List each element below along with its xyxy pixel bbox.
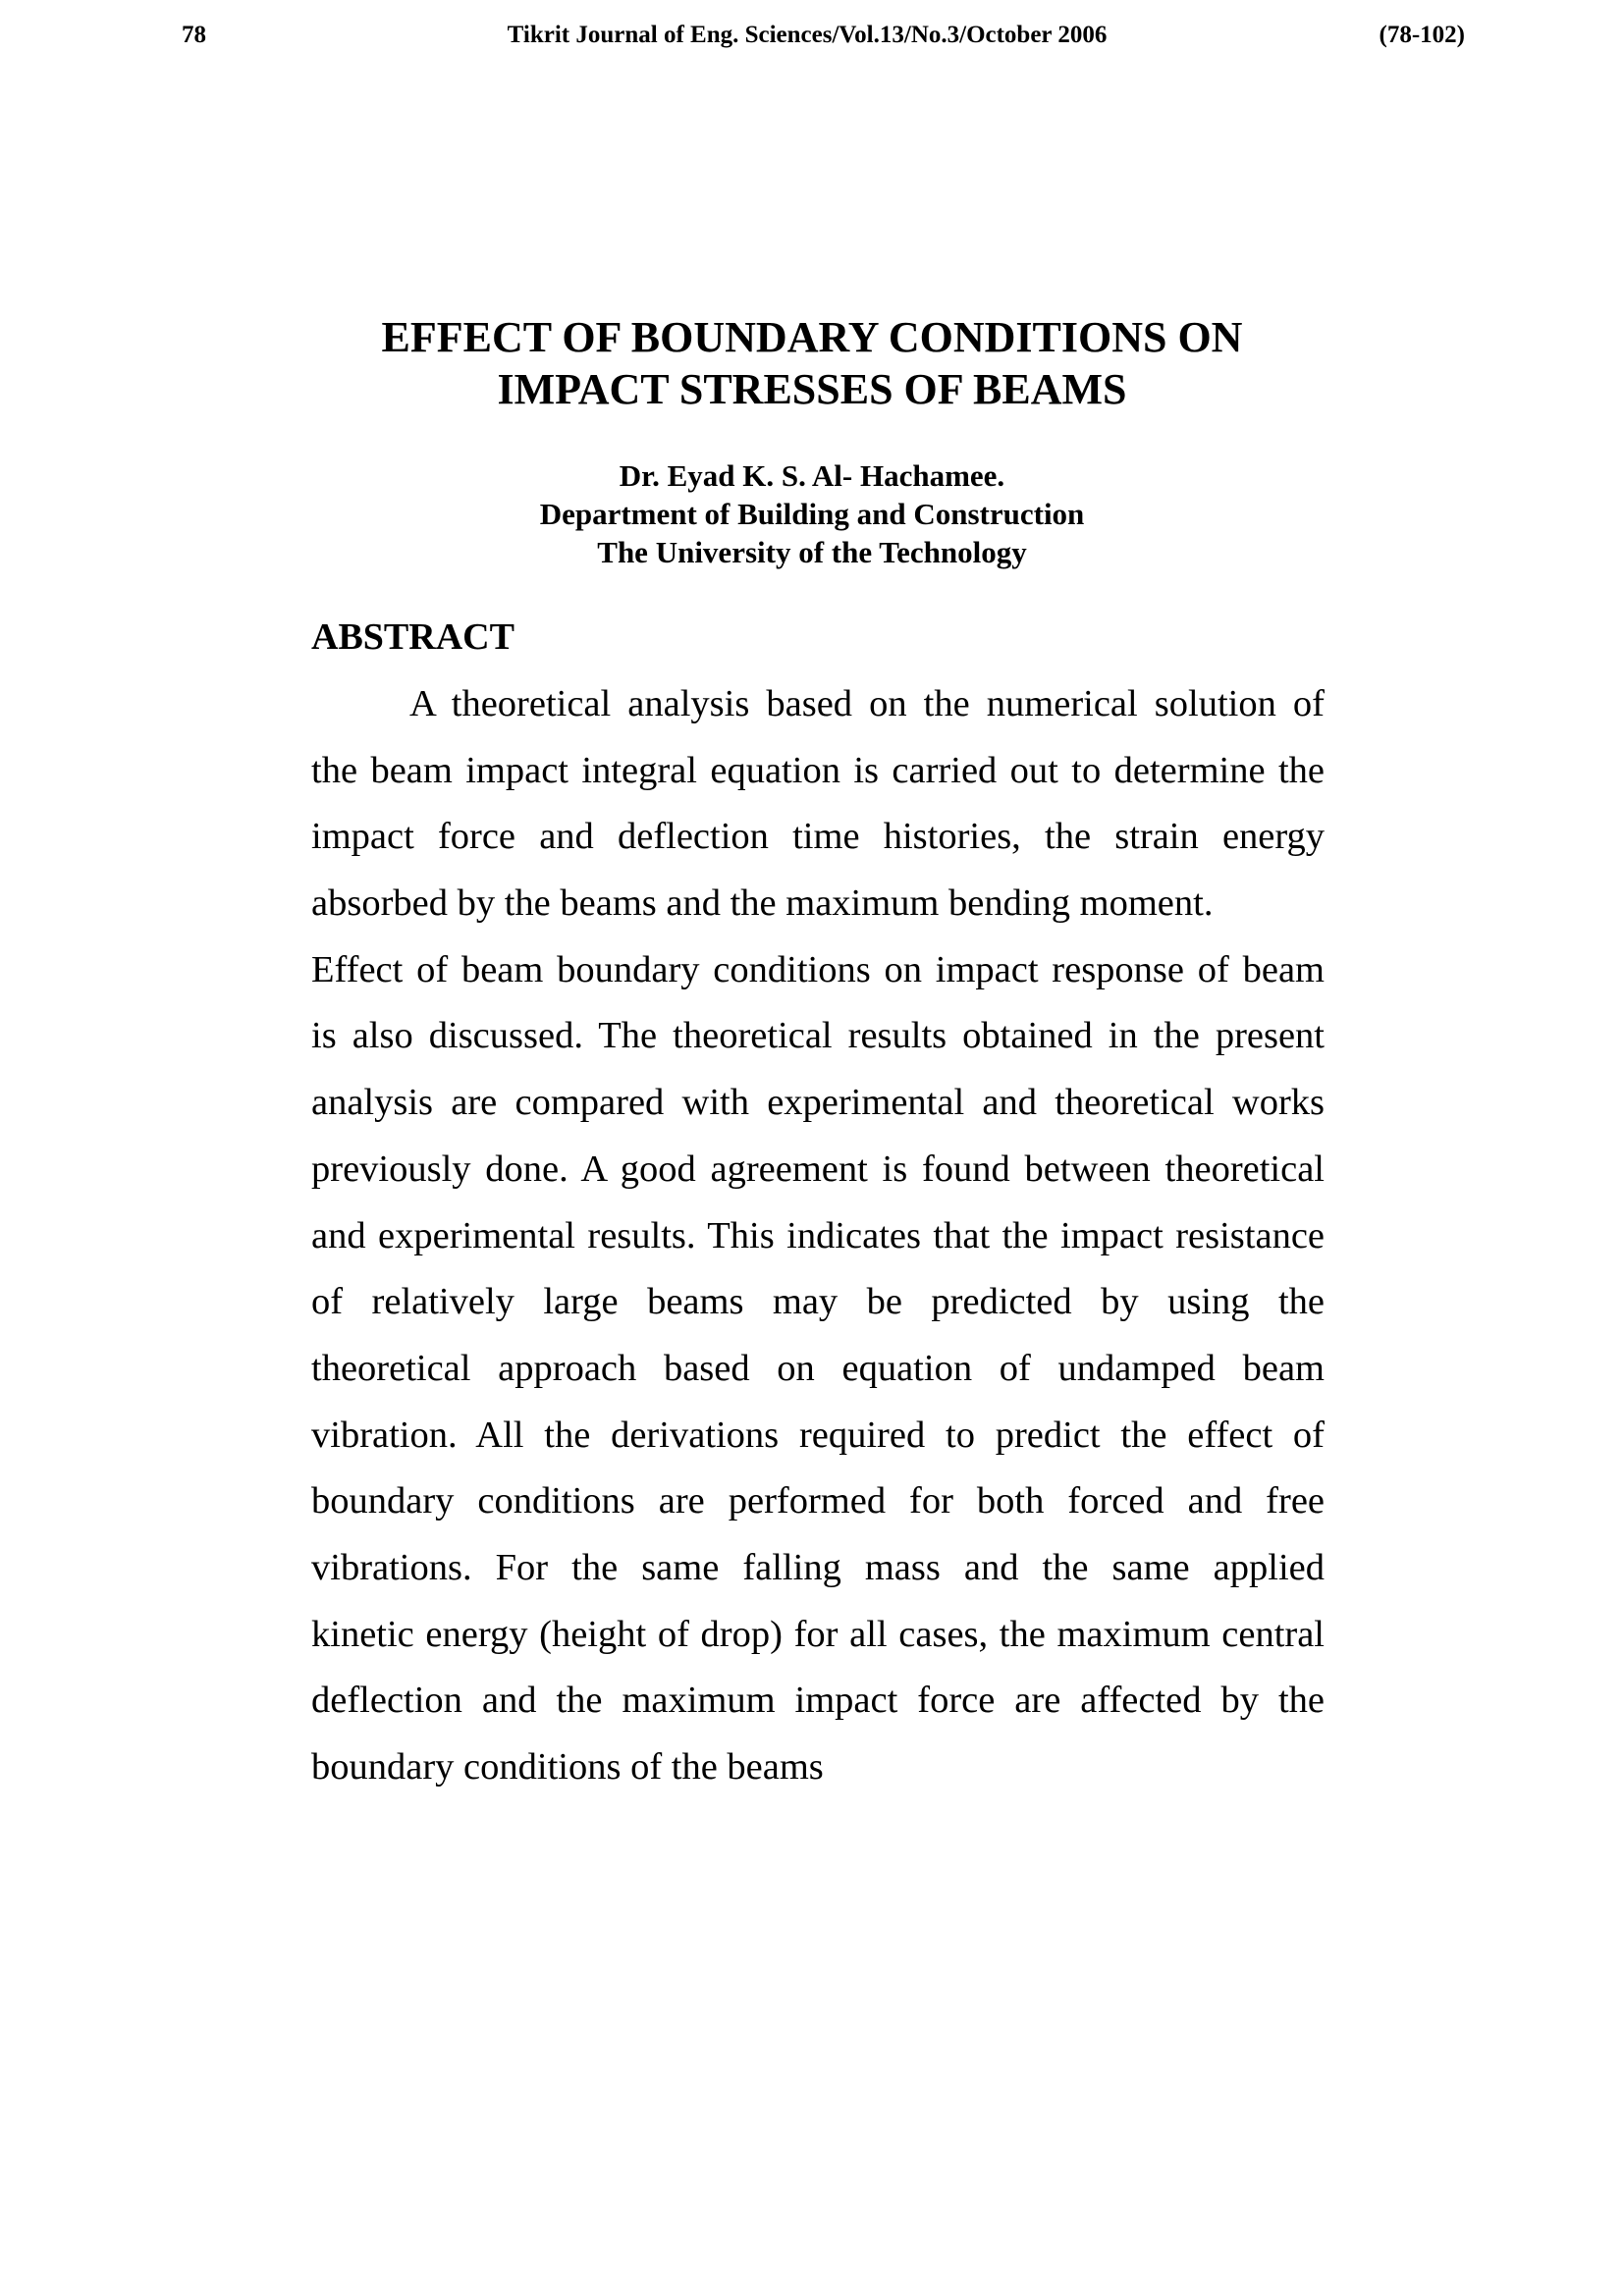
author-department: Department of Building and Construction [539, 497, 1085, 531]
abstract-line: boundary conditions of the beams [311, 1746, 824, 1788]
abstract-line: impact force and deflection time histories, the strain energy [311, 816, 1325, 858]
abstract-line: the beam impact integral equation is carried out to determine the [311, 749, 1325, 791]
abstract-line: vibrations. For the same falling mass and the same applied [311, 1546, 1325, 1588]
journal-header: Tikrit Journal of Eng. Sciences/Vol.13/No.3/October 2006 [507, 22, 1108, 48]
author-university: The University of the Technology [597, 535, 1027, 569]
abstract-line: vibration. All the derivations required to predict the effect of [311, 1414, 1325, 1456]
abstract-line: and experimental results. This indicates that the impact resistance [311, 1214, 1325, 1256]
abstract-line: kinetic energy (height of drop) for all cases, the maximum central [311, 1613, 1325, 1655]
abstract-line: boundary conditions are performed for both forced and free [311, 1480, 1325, 1522]
page-number: 78 [182, 22, 206, 48]
abstract-line: previously done. A good agreement is found between theoretical [311, 1148, 1325, 1190]
abstract-heading: ABSTRACT [311, 616, 514, 658]
abstract-body [311, 679, 1325, 1809]
abstract-line: analysis are compared with experimental and theoretical works [311, 1082, 1325, 1124]
abstract-line: Effect of beam boundary conditions on impact response of beam [311, 948, 1325, 990]
author-name: Dr. Eyad K. S. Al- Hachamee. [619, 458, 1005, 493]
paper-title-line-1: EFFECT OF BOUNDARY CONDITIONS ON [381, 313, 1243, 361]
paper-title-line-2: IMPACT STRESSES OF BEAMS [497, 365, 1127, 413]
page-range: (78-102) [1379, 22, 1465, 48]
abstract-line: is also discussed. The theoretical results obtained in the present [311, 1015, 1325, 1057]
abstract-line: theoretical approach based on equation of undamped beam [311, 1347, 1325, 1389]
abstract-line: absorbed by the beams and the maximum bending moment. [311, 882, 1214, 925]
abstract-line: deflection and the maximum impact force are affected by the [311, 1680, 1325, 1722]
abstract-line: A theoretical analysis based on the numerical solution of [409, 683, 1325, 724]
abstract-line: of relatively large beams may be predicted by using the [311, 1281, 1325, 1323]
